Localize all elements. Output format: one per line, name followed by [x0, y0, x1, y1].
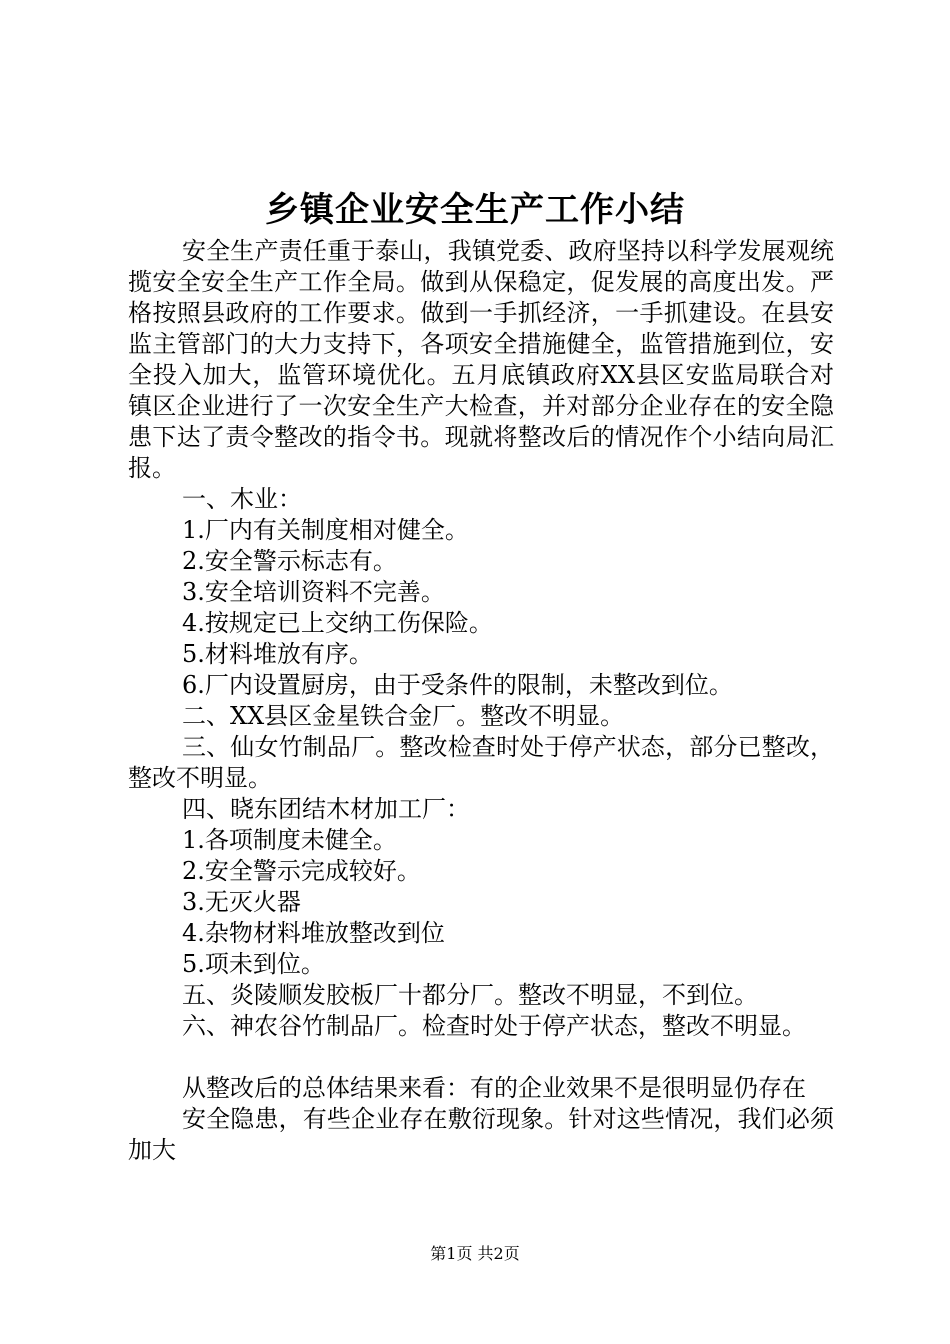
section-heading-5: 五、炎陵顺发胶板厂十都分厂。整改不明显，不到位。 — [182, 981, 758, 1009]
section-heading-2: 二、XX县区金星铁合金厂。整改不明显。 — [182, 702, 625, 730]
paragraph-spacer — [128, 1042, 834, 1073]
page-footer: 第1页 共2页 — [430, 1244, 520, 1263]
list-item: 1.厂内有关制度相对健全。 — [182, 516, 469, 544]
list-item: 4.杂物材料堆放整改到位 — [182, 919, 445, 947]
list-item: 2.安全警示完成较好。 — [182, 857, 421, 885]
document-title: 乡镇企业安全生产工作小结 — [265, 190, 685, 230]
list-item: 5.材料堆放有序。 — [182, 640, 373, 668]
list-item: 3.安全培训资料不完善。 — [182, 578, 445, 606]
section-heading-1: 一、木业： — [182, 485, 302, 513]
list-item: 4.按规定已上交纳工伤保险。 — [182, 609, 493, 637]
list-item: 1.各项制度未健全。 — [182, 826, 397, 854]
summary-paragraph: 从整改后的总体结果来看：有的企业效果不是很明显仍存在 — [182, 1074, 806, 1102]
document-body — [128, 236, 834, 1166]
section-heading-4: 四、晓东团结木材加工厂： — [182, 795, 470, 823]
list-item: 5.项未到位。 — [182, 950, 325, 978]
intro-paragraph: 安全生产责任重于泰山，我镇党委、政府坚持以科学发展观统揽安全安全生产工作全局。做到从保稳定，促发展的高度出发。严格按照县政府的工作要求。做到一手抓经济，一手抓建设。在县安监主管部门的大力支持下，各项安全措施健全，监管措施到位，安全投入加大，监管环境优化。五月底镇政府XX县区安监局联合对镇区企业进行了一次安全生产大检查，并对部分企业存在的安全隐患下达了责令整改的指令书。现就将整改后的情况作个小结向局汇报。 — [128, 237, 834, 482]
list-item: 6.厂内设置厨房，由于受条件的限制，未整改到位。 — [182, 671, 733, 699]
list-item: 2.安全警示标志有。 — [182, 547, 397, 575]
section-heading-3: 三、仙女竹制品厂。整改检查时处于停产状态，部分已整改，整改不明显。 — [128, 733, 834, 792]
section-heading-6: 六、神农谷竹制品厂。检查时处于停产状态，整改不明显。 — [182, 1012, 806, 1040]
list-item: 3.无灭火器 — [182, 888, 301, 916]
summary-paragraph-continued: 安全隐患，有些企业存在敷衍现象。针对这些情况，我们必须加大 — [128, 1105, 834, 1164]
